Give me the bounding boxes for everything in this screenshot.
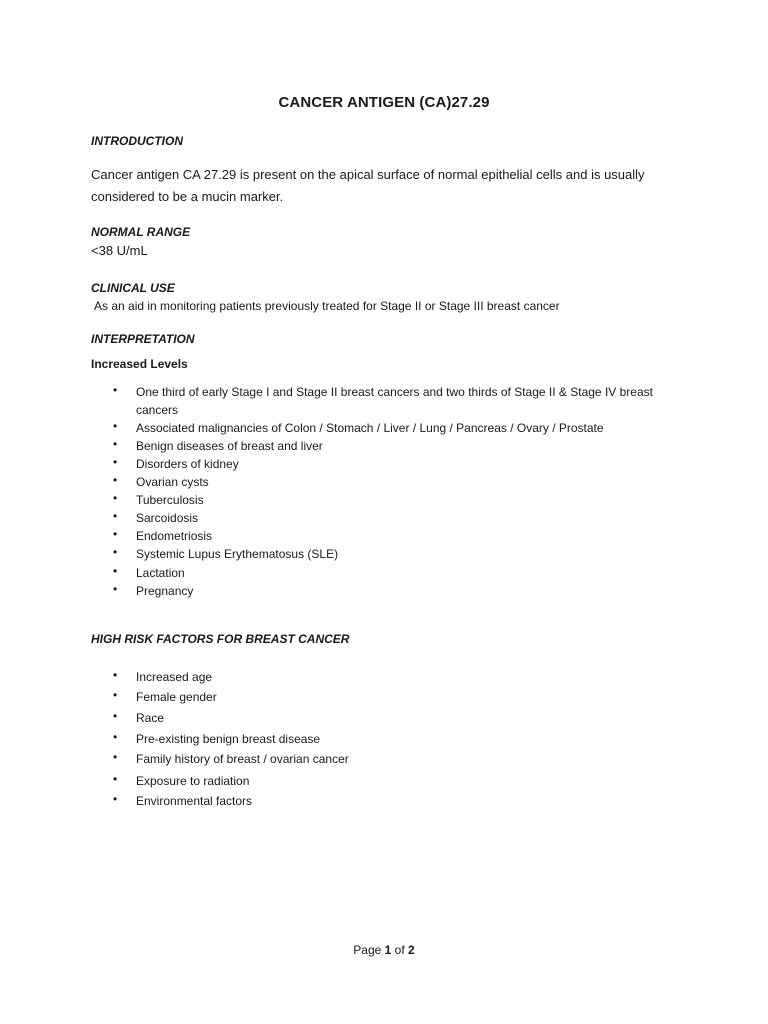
risk-factor-item: Exposure to radiation [136, 774, 250, 788]
risk-factor-item: Family history of breast / ovarian cancer [136, 752, 349, 766]
normal-range-value: <38 U/mL [91, 243, 148, 258]
interpretation-item: Benign diseases of breast and liver [136, 439, 323, 453]
bullet-icon: • [113, 688, 118, 702]
interpretation-item: One third of early Stage I and Stage II breast cancers and two thirds of Stage II & Stage IV breast [136, 385, 653, 399]
interpretation-heading: INTERPRETATION [91, 332, 195, 346]
bullet-icon: • [113, 772, 118, 786]
bullet-icon: • [113, 419, 118, 433]
risk-factor-item: Increased age [136, 670, 213, 684]
risk-factor-item: Environmental factors [136, 794, 253, 808]
bullet-icon: • [113, 668, 118, 682]
interpretation-item: Ovarian cysts [136, 475, 209, 489]
interpretation-item: Endometriosis [136, 529, 213, 543]
page-of-label: of [394, 943, 405, 957]
page-label: Page [353, 943, 382, 957]
bullet-icon: • [113, 545, 118, 559]
interpretation-item: Sarcoidosis [136, 511, 199, 525]
bullet-icon: • [113, 564, 118, 578]
introduction-text-line-1: Cancer antigen CA 27.29 is present on the apical surface of normal epithelial cells and is usually [91, 167, 645, 182]
clinical-use-text: As an aid in monitoring patients previously treated for Stage II or Stage III breast cancer [94, 299, 560, 313]
bullet-icon: • [113, 491, 118, 505]
page-current: 1 [384, 943, 392, 957]
document-title: CANCER ANTIGEN (CA)27.29 [278, 94, 490, 111]
introduction-heading: INTRODUCTION [91, 134, 183, 148]
bullet-icon: • [113, 473, 118, 487]
page-footer [0, 943, 768, 957]
interpretation-item: Pregnancy [136, 584, 194, 598]
interpretation-item: Lactation [136, 566, 185, 580]
bullet-icon: • [113, 750, 118, 764]
bullet-icon: • [113, 527, 118, 541]
bullet-icon: • [113, 509, 118, 523]
clinical-use-heading: CLINICAL USE [91, 281, 175, 295]
normal-range-heading: NORMAL RANGE [91, 225, 191, 239]
interpretation-item: Systemic Lupus Erythematosus (SLE) [136, 547, 339, 561]
bullet-icon: • [113, 455, 118, 469]
introduction-text-line-2: considered to be a mucin marker. [91, 189, 284, 204]
bullet-icon: • [113, 383, 118, 397]
risk-factor-item: Race [136, 711, 165, 725]
interpretation-item: Tuberculosis [136, 493, 204, 507]
bullet-icon: • [113, 730, 118, 744]
bullet-icon: • [113, 709, 118, 723]
risk-factor-item: Female gender [136, 690, 217, 704]
interpretation-item: Associated malignancies of Colon / Stomach / Liver / Lung / Pancreas / Ovary / Prostate [136, 421, 604, 435]
bullet-icon: • [113, 437, 118, 451]
bullet-icon: • [113, 792, 118, 806]
increased-levels-subheading: Increased Levels [91, 357, 188, 371]
risk-factor-item: Pre-existing benign breast disease [136, 732, 321, 746]
page-total: 2 [408, 943, 415, 957]
risk-factors-heading: HIGH RISK FACTORS FOR BREAST CANCER [91, 632, 350, 646]
interpretation-item: Disorders of kidney [136, 457, 239, 471]
interpretation-item-continuation: cancers [136, 403, 179, 417]
bullet-icon: • [113, 582, 118, 596]
